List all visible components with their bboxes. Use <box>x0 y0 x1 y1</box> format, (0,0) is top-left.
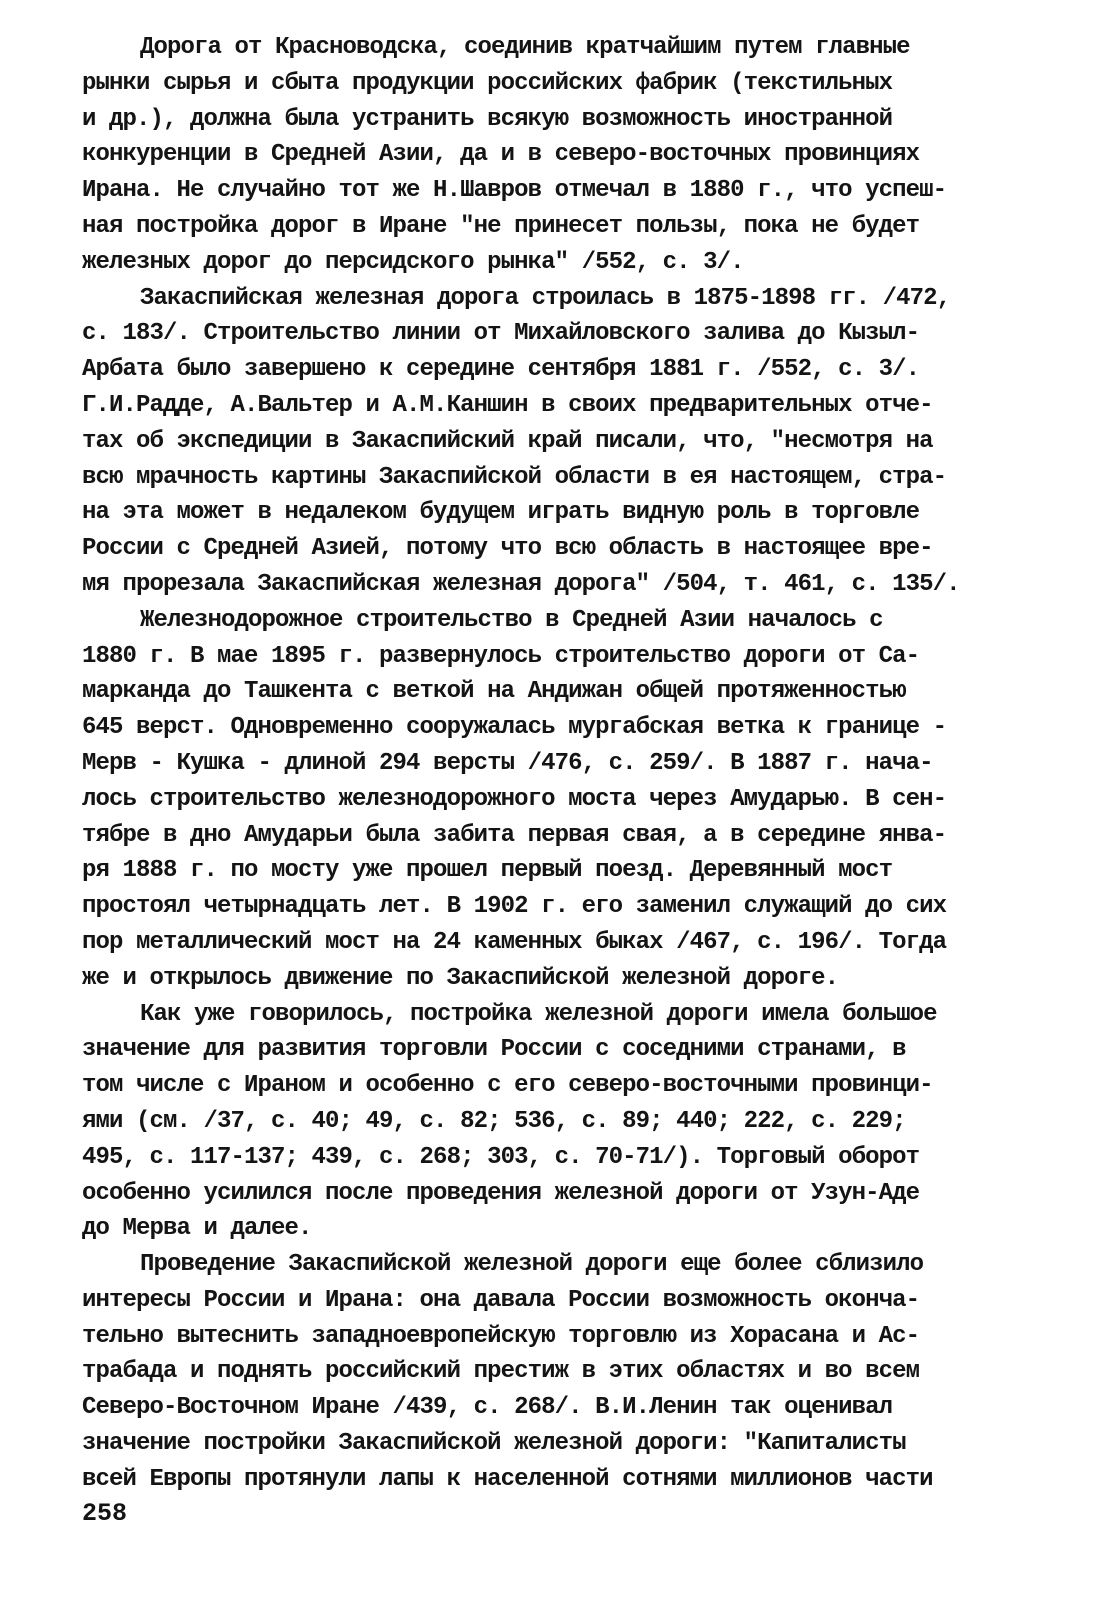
text-line: всей Европы протянули лапы к населенной сотнями миллионов части <box>82 1465 933 1493</box>
text-line: тельно вытеснить западноевропейскую торговлю из Хорасана и Ас- <box>82 1322 920 1350</box>
body-text <box>82 30 1027 1498</box>
text-line: тябре в дно Амударьи была забита первая свая, а в середине янва- <box>82 821 947 849</box>
text-line: на эта может в недалеком будущем играть видную роль в торговле <box>82 499 920 527</box>
text-line: лось строительство железнодорожного моста через Амударью. В сен- <box>82 785 947 813</box>
text-line: особенно усилился после проведения железной дороги от Узун-Аде <box>82 1179 920 1207</box>
text-line: 495, с. 117-137; 439, с. 268; 303, с. 70-71/). Торговый оборот <box>82 1143 920 1171</box>
text-line: Г.И.Радде, А.Вальтер и А.М.Каншин в своих предварительных отче- <box>82 391 933 419</box>
paragraph <box>82 997 1027 1248</box>
text-line: Арбата было завершено к середине сентября 1881 г. /552, с. 3/. <box>82 356 920 384</box>
text-line: ря 1888 г. по мосту уже прошел первый поезд. Деревянный мост <box>82 857 893 885</box>
text-line: Железнодорожное строительство в Средней Азии началось с <box>140 606 883 634</box>
text-line: значение постройки Закаспийской железной дороги: "Капиталисты <box>82 1430 906 1458</box>
text-line: рынки сырья и сбыта продукции российских фабрик (текстильных <box>82 69 893 97</box>
text-line: Закаспийская железная дорога строилась в 1875-1898 гг. /472, <box>140 284 951 312</box>
text-line: Мерв - Кушка - длиной 294 версты /476, с. 259/. В 1887 г. нача- <box>82 749 933 777</box>
page-number: 258 <box>82 1499 128 1528</box>
paragraph <box>82 281 1027 603</box>
text-line: конкуренции в Средней Азии, да и в северо-восточных провинциях <box>82 141 920 169</box>
text-line: 1880 г. В мае 1895 г. развернулось строительство дороги от Са- <box>82 642 920 670</box>
text-line: и др.), должна была устранить всякую возможность иностранной <box>82 105 893 133</box>
text-line: ная постройка дорог в Иране "не принесет пользы, пока не будет <box>82 212 920 240</box>
text-line: мя прорезала Закаспийская железная дорога" /504, т. 461, с. 135/. <box>82 570 960 598</box>
text-line: трабада и поднять российский престиж в этих областях и во всем <box>82 1358 920 1386</box>
text-line: простоял четырнадцать лет. В 1902 г. его заменил служащий до сих <box>82 893 947 921</box>
text-line: железных дорог до персидского рынка" /552, с. 3/. <box>82 248 744 276</box>
text-line: Как уже говорилось, постройка железной дороги имела большое <box>140 1000 937 1028</box>
text-line: Проведение Закаспийской железной дороги еще более сблизило <box>140 1251 924 1279</box>
text-line: Ирана. Не случайно тот же Н.Шавров отмечал в 1880 г., что успеш- <box>82 177 947 205</box>
text-line: пор металлический мост на 24 каменных быках /467, с. 196/. Тогда <box>82 928 947 956</box>
text-line: же и открылось движение по Закаспийской железной дороге. <box>82 964 839 992</box>
text-line: том числе с Ираном и особенно с его северо-восточными провинци- <box>82 1072 933 1100</box>
paragraph <box>82 1247 1027 1498</box>
text-line: Северо-Восточном Иране /439, с. 268/. В.И.Ленин так оценивал <box>82 1394 893 1422</box>
text-line: ями (см. /37, с. 40; 49, с. 82; 536, с. 89; 440; 222, с. 229; <box>82 1107 906 1135</box>
text-line: до Мерва и далее. <box>82 1215 312 1243</box>
text-line: с. 183/. Строительство линии от Михайловского залива до Кызыл- <box>82 320 920 348</box>
text-line: значение для развития торговли России с соседними странами, в <box>82 1036 906 1064</box>
text-line: 645 верст. Одновременно сооружалась мургабская ветка к границе - <box>82 714 947 742</box>
text-line: интересы России и Ирана: она давала России возможность оконча- <box>82 1286 920 1314</box>
text-line: марканда до Ташкента с веткой на Андижан общей протяженностью <box>82 678 906 706</box>
text-line: Дорога от Красноводска, соединив кратчайшим путем главные <box>140 34 910 61</box>
text-line: всю мрачность картины Закаспийской области в ея настоящем, стра- <box>82 463 947 491</box>
paragraph <box>82 603 1027 997</box>
paragraph <box>82 30 1027 281</box>
text-line: тах об экспедиции в Закаспийский край писали, что, "несмотря на <box>82 427 933 455</box>
text-line: России с Средней Азией, потому что всю область в настоящее вре- <box>82 535 933 563</box>
